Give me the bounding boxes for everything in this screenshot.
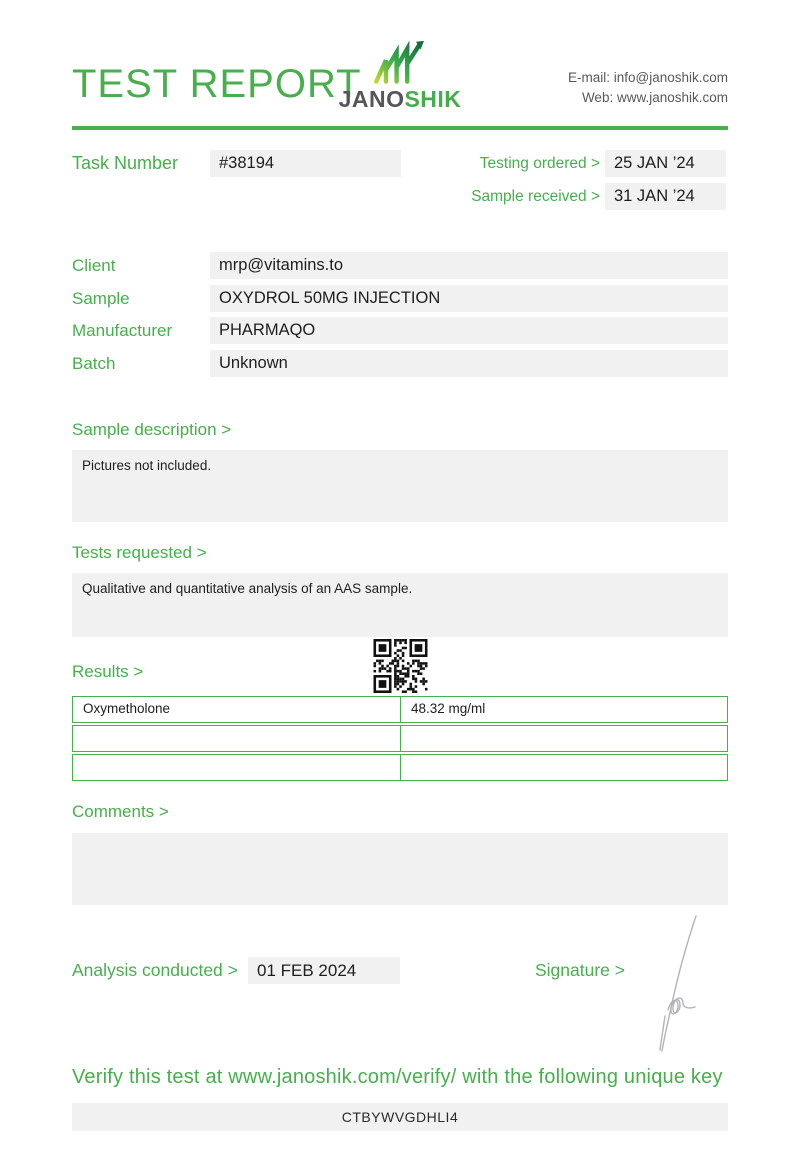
logo-trend-chart-icon xyxy=(372,40,430,86)
result-substance xyxy=(73,755,401,780)
unique-key: CTBYWVGDHLI4 xyxy=(72,1103,728,1131)
tests-requested-label: Tests requested > xyxy=(72,543,207,562)
batch-value: Unknown xyxy=(210,350,728,377)
client-value: mrp@vitamins.to xyxy=(210,252,728,279)
results-table-row xyxy=(72,696,728,723)
header-divider xyxy=(72,126,728,130)
contact-block xyxy=(568,68,728,108)
qr-code xyxy=(373,639,428,693)
sample-value: OXYDROL 50MG INJECTION xyxy=(210,285,728,312)
result-amount xyxy=(401,755,727,780)
logo-word-green: SHIK xyxy=(404,86,462,112)
comments-box xyxy=(72,833,728,905)
signature-handwriting xyxy=(638,912,712,1054)
page-title: TEST REPORT xyxy=(72,62,362,106)
logo-word-dark: JANO xyxy=(338,86,405,112)
manufacturer-value: PHARMAQO xyxy=(210,317,728,344)
tests-requested-box: Qualitative and quantitative analysis of an AAS sample. xyxy=(72,573,728,637)
verify-instruction: Verify this test at www.janoshik.com/verify/ with the following unique key xyxy=(72,1066,723,1088)
results-table-row xyxy=(72,754,728,781)
task-number-label: Task Number xyxy=(72,153,179,173)
testing-ordered-label: Testing ordered > xyxy=(479,155,600,172)
client-label: Client xyxy=(72,256,116,275)
testing-ordered-date: 25 JAN ’24 xyxy=(605,150,726,177)
result-amount xyxy=(401,726,727,751)
sample-received-label: Sample received > xyxy=(471,188,600,205)
manufacturer-label: Manufacturer xyxy=(72,321,173,340)
sample-received-date: 31 JAN ’24 xyxy=(605,183,726,210)
contact-web: Web: www.janoshik.com xyxy=(581,90,728,105)
analysis-conducted-label: Analysis conducted > xyxy=(72,960,238,980)
logo-wordmark xyxy=(300,86,500,113)
analysis-date: 01 FEB 2024 xyxy=(248,957,400,984)
task-number-value: #38194 xyxy=(210,150,401,177)
results-table-row xyxy=(72,725,728,752)
comments-label: Comments > xyxy=(72,802,169,821)
result-substance: Oxymetholone xyxy=(73,697,401,722)
batch-label: Batch xyxy=(72,354,116,373)
sample-label: Sample xyxy=(72,289,130,308)
results-label: Results > xyxy=(72,662,144,681)
signature-label: Signature > xyxy=(535,960,625,980)
sample-description-label: Sample description > xyxy=(72,420,232,439)
sample-description-box: Pictures not included. xyxy=(72,450,728,522)
contact-email: E-mail: info@janoshik.com xyxy=(567,70,728,85)
result-substance xyxy=(73,726,401,751)
result-amount: 48.32 mg/ml xyxy=(411,701,486,716)
